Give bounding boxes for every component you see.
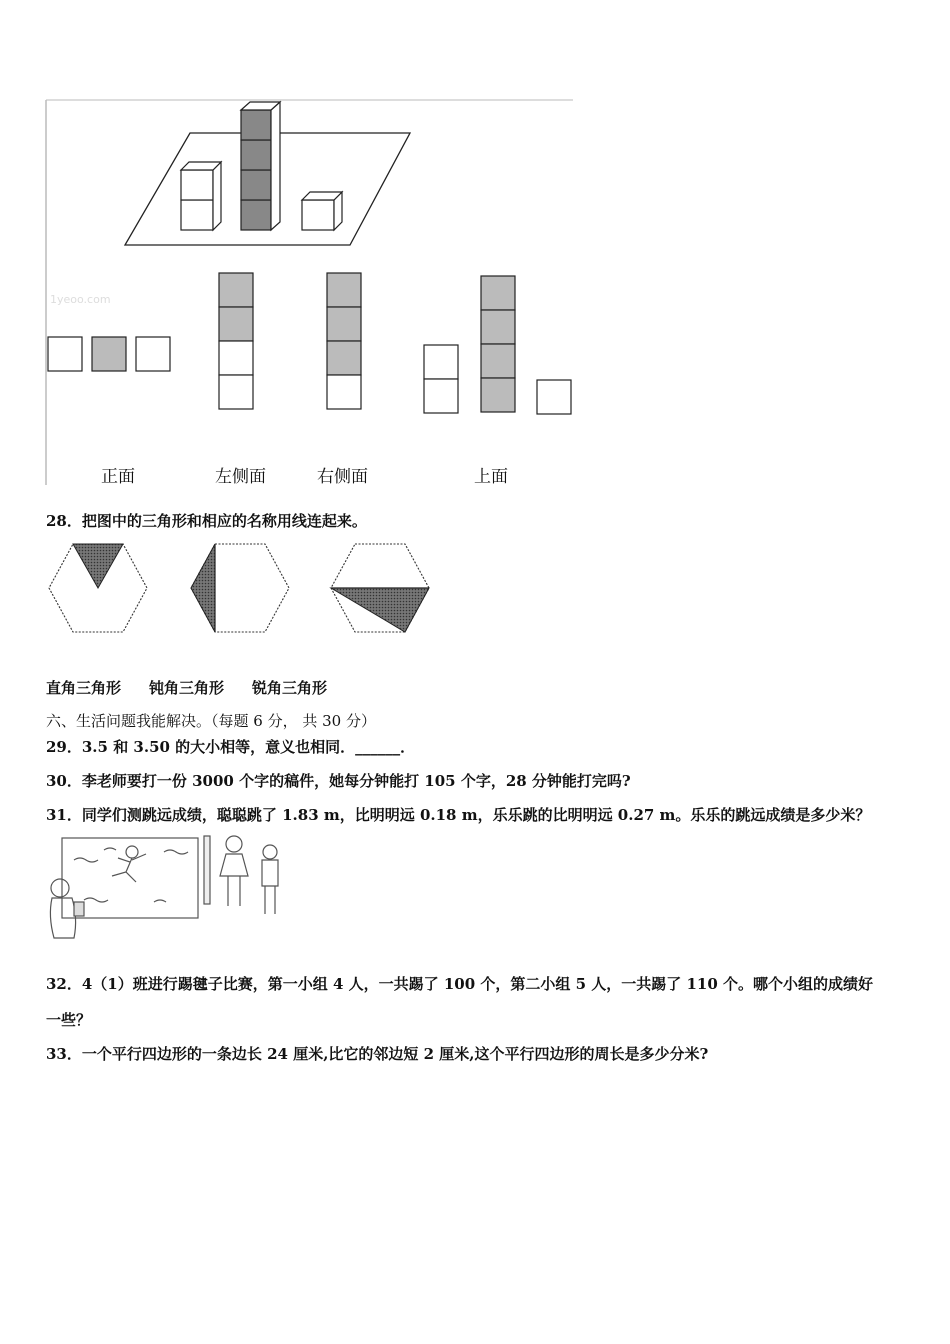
watermark: 1yeoo.com	[50, 293, 111, 306]
triangle-names	[46, 677, 355, 698]
question-29: 29．3.5 和 3.50 的大小相等，意义也相同．______．	[46, 738, 416, 756]
triangle-right	[191, 544, 215, 632]
question-32-line1: 32．4（1）班进行踢毽子比赛，第一小组 4 人，一共踢了 100 个，第二小组 5 人，一共踢了 110 个。哪个小组的成绩好	[46, 975, 874, 993]
cube-views-figure	[40, 95, 580, 490]
question-33: 33．一个平行四边形的一条边长 24 厘米,比它的邻边短 2 厘米,这个平行四边形的周长是多少分米?	[46, 1045, 709, 1063]
question-28: 28．把图中的三角形和相应的名称用线连起来。	[46, 512, 367, 530]
left-side-view	[219, 273, 253, 409]
question-30: 30．李老师要打一份 3000 个字的稿件，她每分钟能打 105 个字，28 分钟能打完吗?	[46, 772, 631, 790]
section-6-heading: 六、生活问题我能解决。（每题 6 分， 共 30 分）	[46, 712, 376, 730]
question-31: 31．同学们测跳远成绩，聪聪跳了 1.83 m，比明明远 0.18 m，乐乐跳的比明明远 0.27 m。乐乐的跳远成绩是多少米？	[46, 806, 871, 824]
label-front: 正面	[101, 467, 135, 487]
question-32-line2: 一些？	[46, 1011, 92, 1029]
top-view	[424, 276, 571, 414]
front-view	[48, 337, 170, 371]
name-right-triangle: 直角三角形	[46, 679, 122, 697]
triangle-obtuse	[331, 588, 429, 632]
name-obtuse-triangle: 钝角三角形	[149, 679, 225, 697]
triangle-acute	[73, 544, 123, 588]
name-acute-triangle: 锐角三角形	[252, 679, 328, 697]
label-right-side: 右侧面	[317, 467, 368, 487]
label-top: 上面	[474, 467, 508, 487]
cube-single-right	[302, 192, 342, 230]
right-side-view	[327, 273, 361, 409]
hexagon-triangles-figure	[45, 540, 440, 636]
cube-stack-tall	[241, 102, 280, 230]
label-left-side: 左侧面	[215, 467, 266, 487]
long-jump-illustration	[44, 830, 294, 945]
cube-stack-left	[181, 162, 221, 230]
